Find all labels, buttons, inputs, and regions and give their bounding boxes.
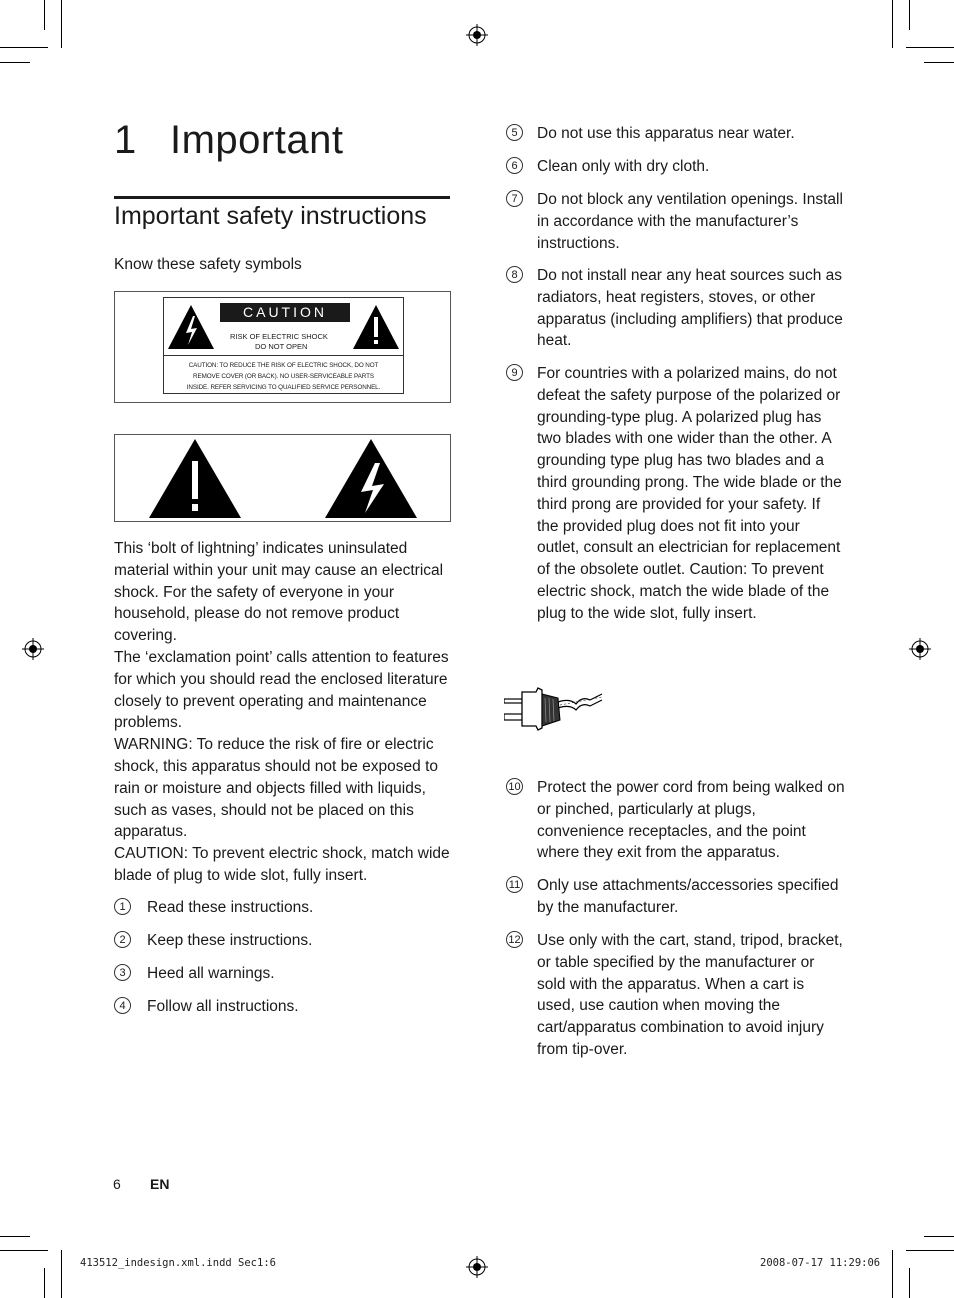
list-item (506, 930, 846, 1062)
list-item (506, 875, 846, 919)
list-item (506, 265, 846, 353)
chapter-number: 1 (114, 118, 137, 162)
item-number: 3 (114, 964, 131, 981)
item-number: 6 (506, 157, 523, 174)
item-text: Protect the power cord from being walked on or pinched, particularly at plugs, convenience receptacles, and the point where they exit from the apparatus. (537, 779, 845, 862)
subtitle: Know these safety symbols (114, 256, 302, 273)
item-number: 11 (506, 876, 523, 893)
notice-line-2: REMOVE COVER (OR BACK). NO USER-SERVICEABLE PARTS (193, 373, 374, 380)
paragraph: The ‘exclamation point’ calls attention to features for which you should read the enclosed literature closely to prevent operating and maintenance problems. (114, 648, 449, 732)
item-text: Read these instructions. (147, 899, 314, 916)
list-item (114, 963, 454, 985)
risk-line-1: RISK OF ELECTRIC SHOCK (230, 332, 328, 341)
chapter-title: Important (170, 118, 344, 162)
list-item (114, 930, 454, 952)
section-rule (114, 196, 450, 199)
risk-line-2: DO NOT OPEN (255, 342, 308, 351)
list-item (506, 156, 846, 178)
item-text: Only use attachments/accessories specified by the manufacturer. (537, 877, 839, 916)
page-number: 6 (113, 1176, 121, 1192)
item-text: Keep these instructions. (147, 932, 313, 949)
crop-mark (909, 1268, 910, 1298)
caution-label (163, 297, 404, 394)
item-text: Do not block any ventilation openings. Install in accordance with the manufacturer’s instructions. (537, 191, 843, 252)
polarized-plug-icon (504, 686, 604, 734)
crop-mark (44, 1268, 45, 1298)
list-item (114, 897, 454, 919)
list-item (506, 777, 846, 865)
list-item (506, 123, 846, 145)
item-number: 8 (506, 266, 523, 283)
item-text: Heed all warnings. (147, 965, 275, 982)
crop-mark (0, 1250, 48, 1251)
lightning-bolt-icon (166, 302, 216, 352)
registration-mark-icon (466, 24, 488, 46)
crop-mark (0, 62, 30, 63)
item-text: Use only with the cart, stand, tripod, bracket, or table specified by the manufacturer or sold with the apparatus. When a cart is used, use caution when moving the cart/apparatus combination to avoid injury from tip-over. (537, 932, 843, 1058)
chapter-heading (114, 118, 343, 163)
item-text: Follow all instructions. (147, 998, 299, 1015)
paragraph: This ‘bolt of lightning’ indicates uninsulated material within your unit may cause an electrical shock. For the safety of everyone in your household, please do not remove product covering. (114, 540, 444, 645)
crop-mark (61, 0, 62, 48)
exclamation-icon (351, 302, 401, 352)
item-number: 7 (506, 190, 523, 207)
crop-mark (906, 1250, 954, 1251)
item-number: 2 (114, 931, 131, 948)
item-number: 1 (114, 898, 131, 915)
slug-file: 413512_indesign.xml.indd Sec1:6 (80, 1257, 276, 1269)
item-text: For countries with a polarized mains, do not defeat the safety purpose of the polarized or grounding-type plug. A polarized plug has two blades with one wider than the other. A grounding type plug has two blades and a third grounding prong. The wide blade or the third prong are provided for your safety. If the provided plug does not fit into your outlet, consult an electrician for replacement of the obsolete outlet. Caution: To prevent electric shock, match the wide blade of the plug to the wide slot, fully insert. (537, 365, 842, 622)
notice-line-3: INSIDE. REFER SERVICING TO QUALIFIED SERVICE PERSONNEL. (186, 384, 381, 391)
item-number: 9 (506, 364, 523, 381)
registration-mark-icon (22, 638, 44, 660)
crop-mark (44, 0, 45, 30)
list-item (506, 363, 846, 669)
paragraph: WARNING: To reduce the risk of fire or electric shock, this apparatus should not be exposed to rain or moisture and objects filled with liquids, such as vases, should not be placed on this apparatus. (114, 736, 438, 841)
crop-mark (892, 0, 893, 48)
slug-date: 2008-07-17 11:29:06 (760, 1257, 881, 1269)
item-text: Do not use this apparatus near water. (537, 125, 795, 142)
crop-mark (924, 1236, 954, 1237)
caution-divider (164, 355, 403, 356)
item-number: 12 (506, 931, 523, 948)
item-number: 10 (506, 778, 523, 795)
caution-heading: CAUTION (220, 303, 350, 322)
list-item (114, 996, 454, 1018)
crop-mark (906, 47, 954, 48)
safety-symbols-explanation (114, 538, 454, 887)
item-number: 5 (506, 124, 523, 141)
crop-mark (924, 62, 954, 63)
symbols-frame (114, 434, 451, 522)
lightning-bolt-icon (323, 437, 419, 520)
crop-mark (61, 1250, 62, 1298)
item-text: Clean only with dry cloth. (537, 158, 710, 175)
section-title: Important safety instructions (114, 202, 427, 230)
caution-label-frame (114, 291, 451, 403)
exclamation-icon (147, 437, 243, 520)
registration-mark-icon (466, 1256, 488, 1278)
crop-mark (0, 1236, 30, 1237)
crop-mark (909, 0, 910, 30)
language-code: EN (150, 1176, 170, 1192)
crop-mark (892, 1250, 893, 1298)
paragraph: CAUTION: To prevent electric shock, match wide blade of plug to wide slot, fully insert. (114, 845, 450, 884)
item-text: Do not install near any heat sources such as radiators, heat registers, stoves, or other apparatus (including amplifiers) that produce heat. (537, 267, 843, 350)
notice-line-1: CAUTION: TO REDUCE THE RISK OF ELECTRIC SHOCK, DO NOT (188, 362, 379, 369)
list-item (506, 189, 846, 255)
registration-mark-icon (909, 638, 931, 660)
crop-mark (0, 47, 48, 48)
caution-notice (164, 360, 403, 393)
item-number: 4 (114, 997, 131, 1014)
